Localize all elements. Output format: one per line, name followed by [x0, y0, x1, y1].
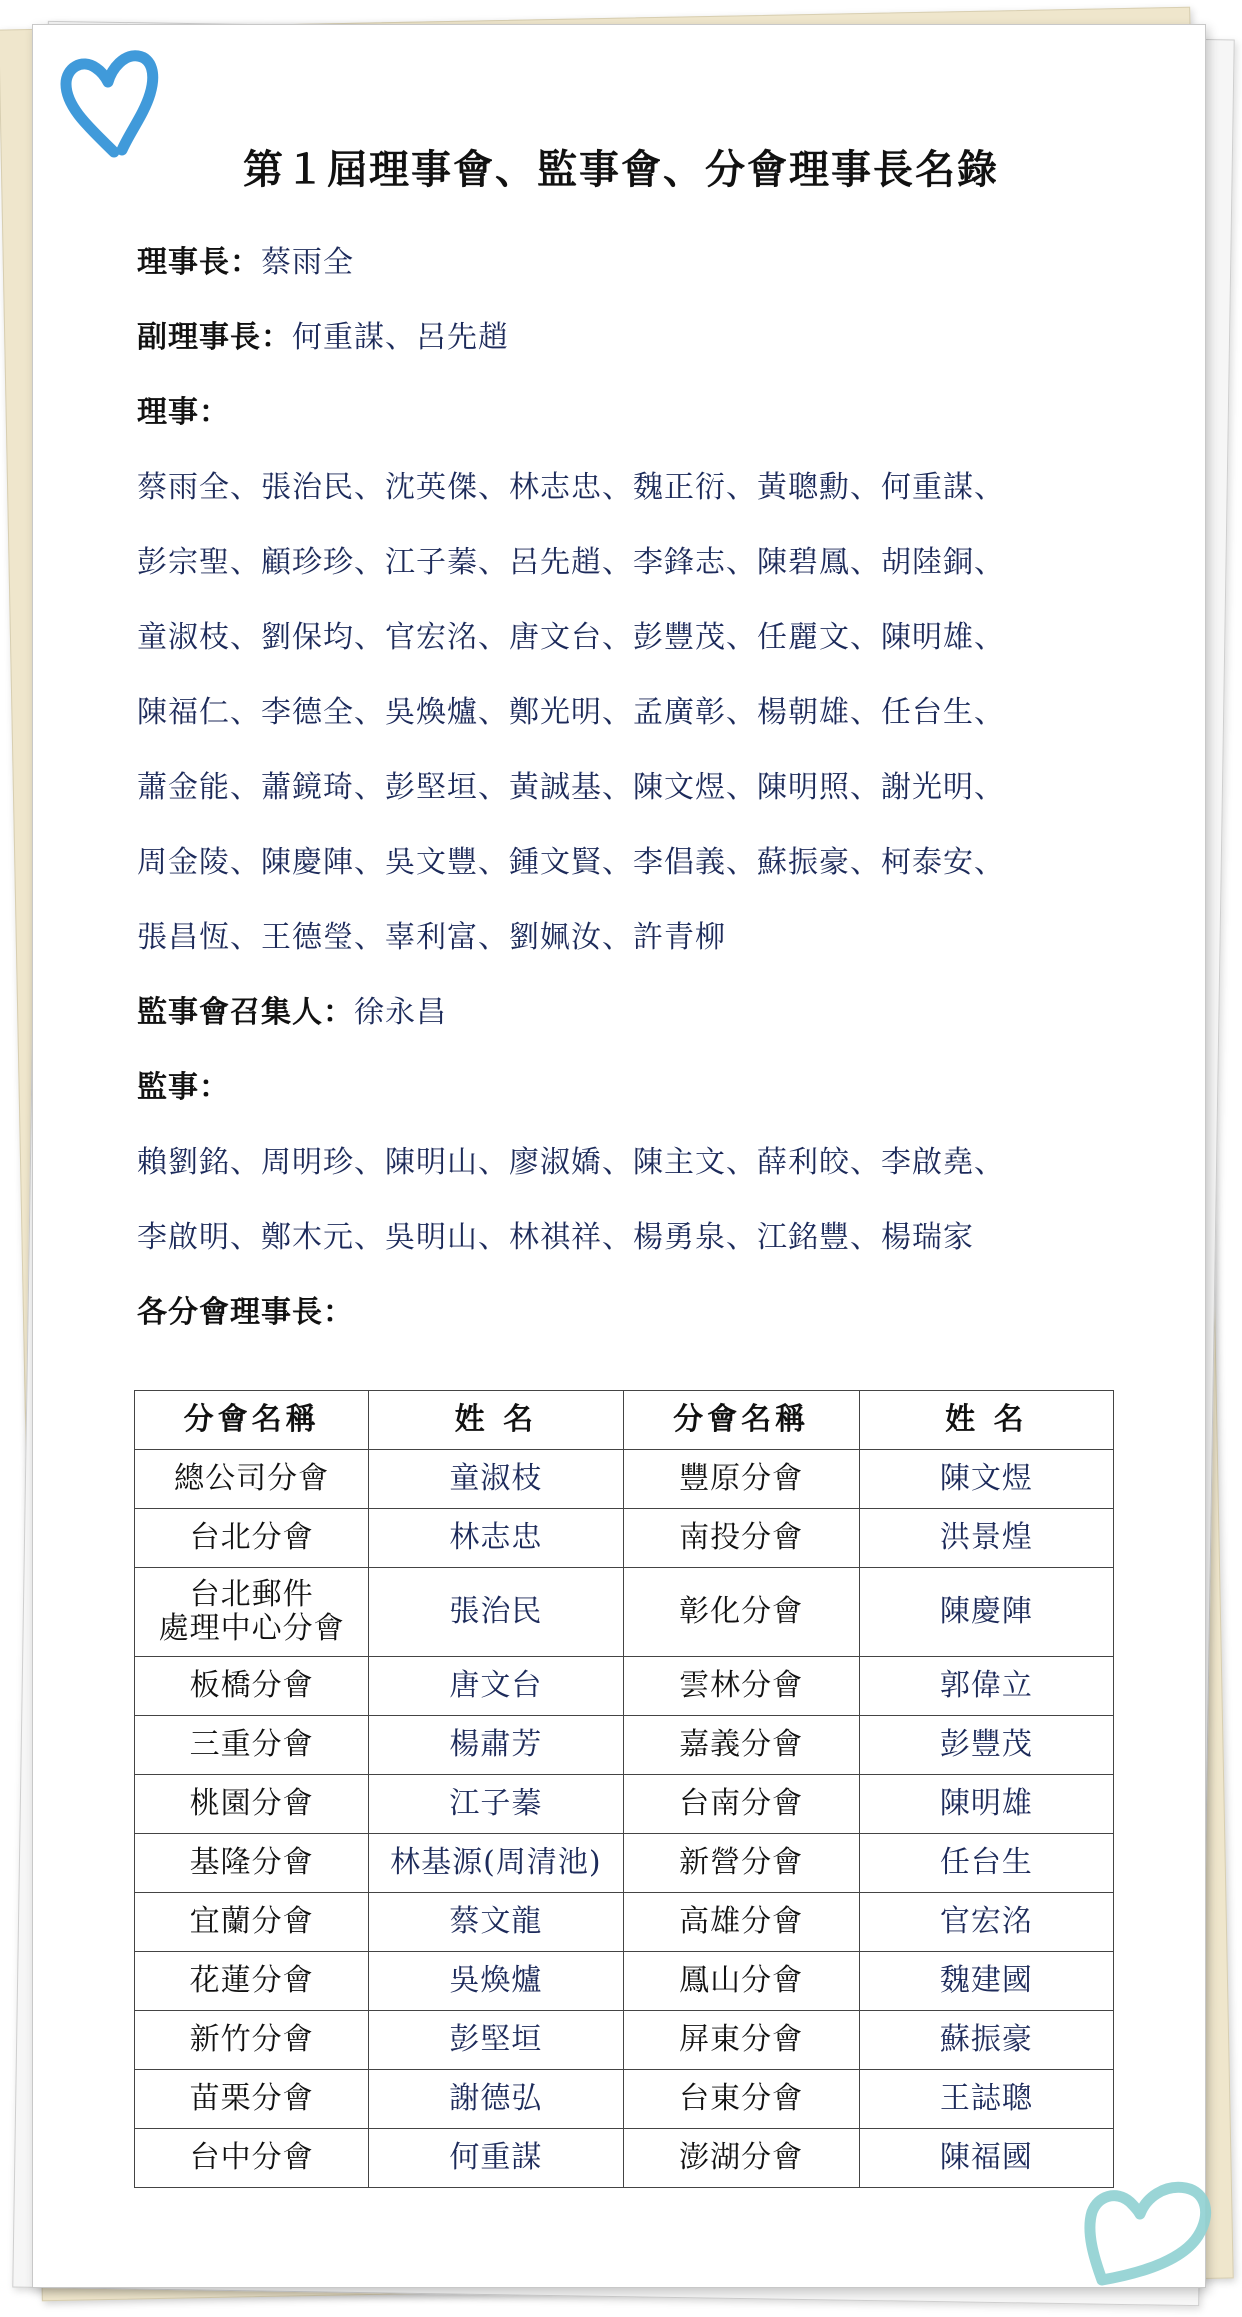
chair-name-cell: 郭偉立	[859, 1657, 1113, 1716]
chair-name-cell: 官宏洺	[859, 1893, 1113, 1952]
chair-name-cell: 蔡文龍	[369, 1893, 623, 1952]
table-row	[135, 1716, 1114, 1775]
table-row	[135, 1834, 1114, 1893]
branch-heading-label: 各分會理事長：	[137, 1295, 354, 1330]
chair-name-cell: 童淑枝	[369, 1450, 623, 1509]
directors-names: 蔡雨全、張治民、沈英傑、林志忠、魏正衍、黃聰勳、何重謀、	[137, 470, 1005, 505]
chair-name-cell: 蘇振豪	[859, 2011, 1113, 2070]
chair-name-cell: 吳煥爐	[369, 1952, 623, 2011]
vice-chairman-value: 何重謀、呂先趙	[292, 320, 509, 355]
chair-name-cell: 楊肅芳	[369, 1716, 623, 1775]
directors-names: 童淑枝、劉保均、官宏洺、唐文台、彭豐茂、任麗文、陳明雄、	[137, 620, 1005, 655]
table-row	[135, 1657, 1114, 1716]
branch-name-cell: 雲林分會	[623, 1657, 859, 1716]
branch-name-cell: 總公司分會	[135, 1450, 369, 1509]
branch-name-cell: 台中分會	[135, 2129, 369, 2188]
supervisors-names: 賴劉銘、周明珍、陳明山、廖淑嬌、陳主文、薛利皎、李啟堯、	[137, 1145, 1005, 1180]
chair-name-cell: 張治民	[369, 1568, 623, 1657]
chair-name-cell: 王誌聰	[859, 2070, 1113, 2129]
branch-name-cell: 宜蘭分會	[135, 1893, 369, 1952]
branch-name-cell: 台北分會	[135, 1509, 369, 1568]
branch-name-cell: 三重分會	[135, 1716, 369, 1775]
table-header-cell: 分會名稱	[135, 1391, 369, 1450]
table-header-cell: 分會名稱	[623, 1391, 859, 1450]
table-header-cell: 姓 名	[369, 1391, 623, 1450]
branch-name-cell: 新竹分會	[135, 2011, 369, 2070]
directors-names: 張昌恆、王德瑩、辜利富、劉姵汝、許青柳	[137, 920, 726, 955]
supervisor-convener-label: 監事會召集人：	[137, 995, 354, 1030]
chair-name-cell: 林志忠	[369, 1509, 623, 1568]
chairman-value: 蔡雨全	[261, 245, 354, 280]
chair-name-cell: 陳慶陣	[859, 1568, 1113, 1657]
chair-name-cell: 陳文煜	[859, 1450, 1113, 1509]
branch-name-cell: 屏東分會	[623, 2011, 859, 2070]
branch-name-cell: 花蓮分會	[135, 1952, 369, 2011]
branch-name-cell: 新營分會	[623, 1834, 859, 1893]
roster-content	[137, 238, 1127, 1363]
chair-name-cell: 彭堅垣	[369, 2011, 623, 2070]
branch-name-cell: 台北郵件 處理中心分會	[135, 1568, 369, 1657]
branch-name-cell: 板橋分會	[135, 1657, 369, 1716]
branch-heading-line	[137, 1288, 1127, 1363]
chairman-line	[137, 238, 1127, 313]
chair-name-cell: 陳福國	[859, 2129, 1113, 2188]
branch-name-cell: 南投分會	[623, 1509, 859, 1568]
supervisors-label: 監事：	[137, 1070, 230, 1105]
table-header-row	[135, 1391, 1114, 1450]
vice-chairman-label: 副理事長：	[137, 320, 292, 355]
chair-name-cell: 江子蓁	[369, 1775, 623, 1834]
supervisor-convener-value: 徐永昌	[354, 995, 447, 1030]
supervisors-names: 李啟明、鄭木元、吳明山、林祺祥、楊勇泉、江銘豐、楊瑞家	[137, 1220, 974, 1255]
chair-name-cell: 彭豐茂	[859, 1716, 1113, 1775]
branch-name-cell: 高雄分會	[623, 1893, 859, 1952]
directors-names: 彭宗聖、顧珍珍、江子蓁、呂先趙、李鋒志、陳碧鳳、胡陸銅、	[137, 545, 1005, 580]
chair-name-cell: 洪景煌	[859, 1509, 1113, 1568]
chair-name-cell: 林基源(周清池)	[369, 1834, 623, 1893]
table-row	[135, 1568, 1114, 1657]
branch-chairs-table	[134, 1390, 1114, 2188]
directors-line	[137, 388, 1127, 463]
chairman-label: 理事長：	[137, 245, 261, 280]
table-header-cell: 姓 名	[859, 1391, 1113, 1450]
page-title: 第１屆理事會、監事會、分會理事長名錄	[243, 146, 999, 193]
branch-name-cell: 台南分會	[623, 1775, 859, 1834]
chair-name-cell: 魏建國	[859, 1952, 1113, 2011]
branch-name-cell: 彰化分會	[623, 1568, 859, 1657]
vice-chairman-line	[137, 313, 1127, 388]
directors-names: 周金陵、陳慶陣、吳文豐、鍾文賢、李倡義、蘇振豪、柯泰安、	[137, 845, 1005, 880]
table-row	[135, 1450, 1114, 1509]
branch-name-cell: 台東分會	[623, 2070, 859, 2129]
branch-name-cell: 鳳山分會	[623, 1952, 859, 2011]
table-row	[135, 2011, 1114, 2070]
supervisors-line	[137, 1063, 1127, 1138]
chair-name-cell: 陳明雄	[859, 1775, 1113, 1834]
table-row	[135, 1775, 1114, 1834]
table-row	[135, 1952, 1114, 2011]
branch-name-cell: 嘉義分會	[623, 1716, 859, 1775]
directors-label: 理事：	[137, 395, 230, 430]
table-row	[135, 2129, 1114, 2188]
chair-name-cell: 唐文台	[369, 1657, 623, 1716]
chair-name-cell: 謝德弘	[369, 2070, 623, 2129]
directors-names: 蕭金能、蕭鏡琦、彭堅垣、黃誠基、陳文煜、陳明照、謝光明、	[137, 770, 1005, 805]
chair-name-cell: 何重謀	[369, 2129, 623, 2188]
table-row	[135, 2070, 1114, 2129]
branch-name-cell: 澎湖分會	[623, 2129, 859, 2188]
table-row	[135, 1509, 1114, 1568]
table-row	[135, 1893, 1114, 1952]
branch-name-cell: 苗栗分會	[135, 2070, 369, 2129]
chair-name-cell: 任台生	[859, 1834, 1113, 1893]
branch-name-cell: 桃園分會	[135, 1775, 369, 1834]
branch-name-cell: 豐原分會	[623, 1450, 859, 1509]
branch-name-cell: 基隆分會	[135, 1834, 369, 1893]
directors-names: 陳福仁、李德全、吳煥爐、鄭光明、孟廣彰、楊朝雄、任台生、	[137, 695, 1005, 730]
supervisor-convener-line	[137, 988, 1127, 1063]
